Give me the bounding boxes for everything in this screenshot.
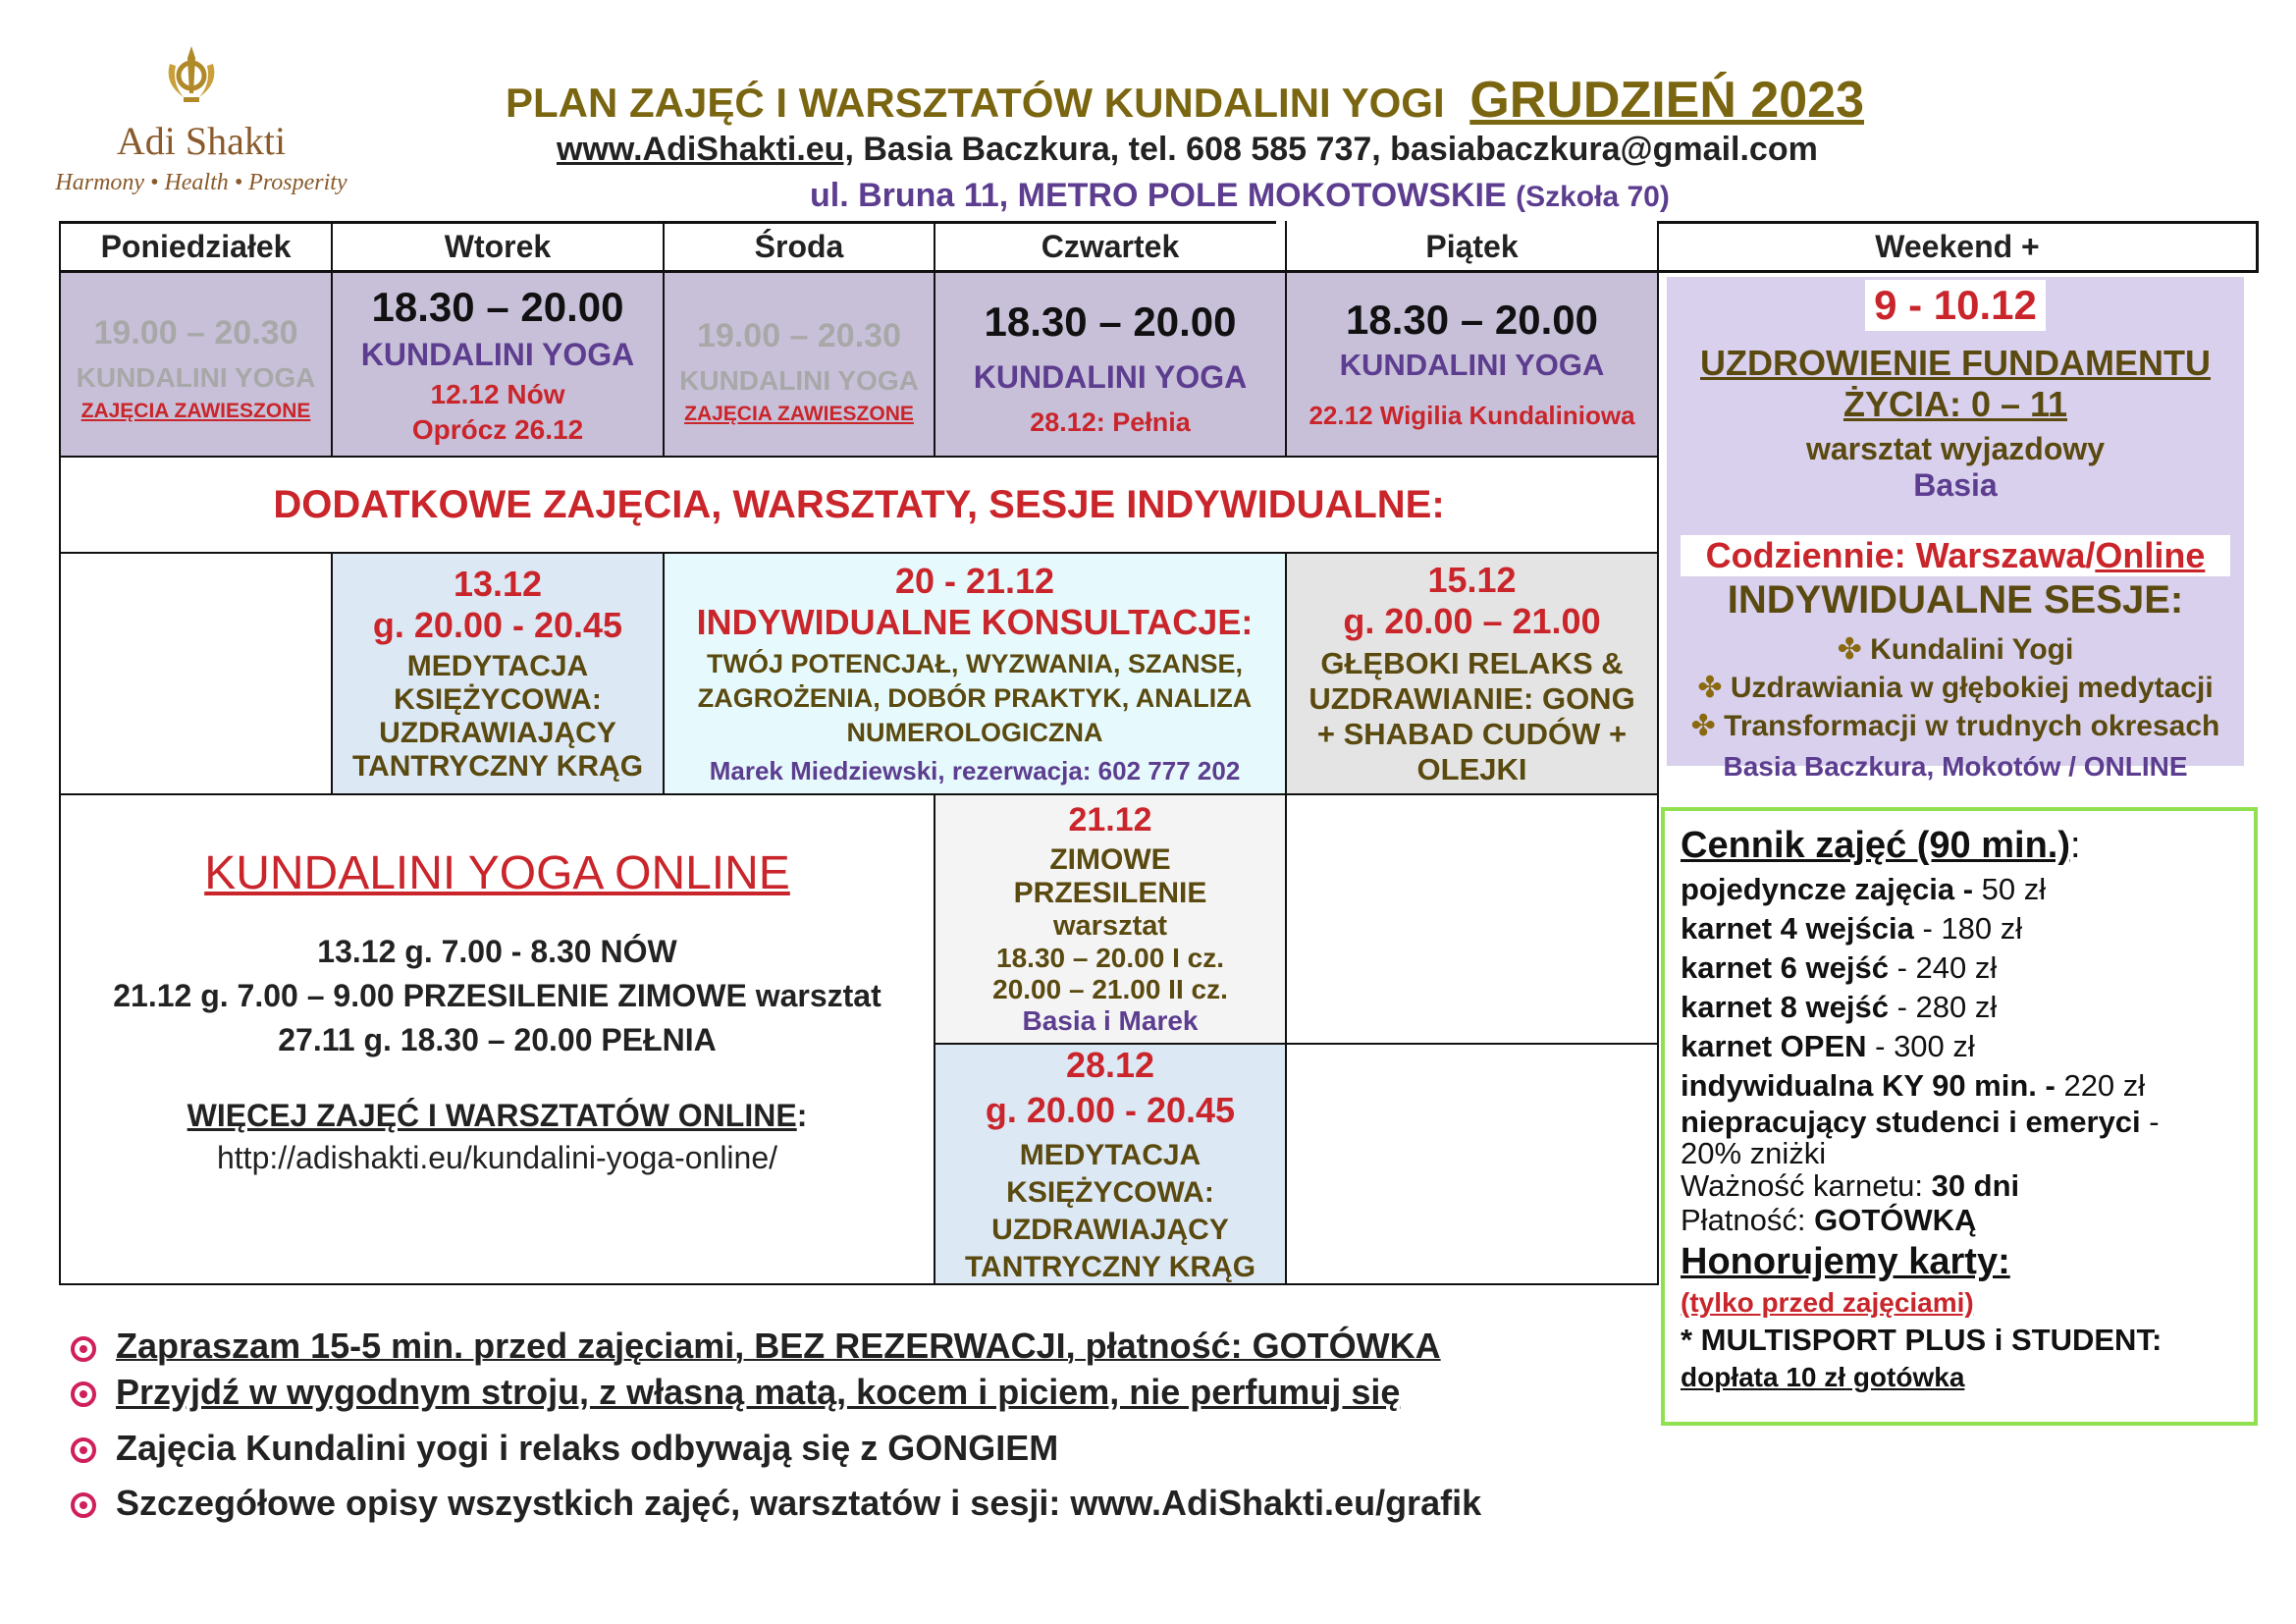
price-row: karnet 6 wejść - 240 zł xyxy=(1681,950,1998,985)
price-discount: niepracujący studenci i emeryci - xyxy=(1681,1105,2160,1139)
extra-fri-l2: UZDRAWIANIE: GONG xyxy=(1308,681,1635,716)
thu-time: 18.30 – 20.00 xyxy=(984,298,1237,345)
price-cards: Honorujemy karty: xyxy=(1681,1241,2010,1282)
grid-line xyxy=(1657,270,2258,273)
note-3: Zajęcia Kundalini yogi i relaks odbywają się z GONGIEM xyxy=(116,1428,1059,1468)
wed-time: 19.00 – 20.30 xyxy=(697,316,901,354)
header-address xyxy=(810,177,1670,215)
price-payment: Płatność: GOTÓWKĄ xyxy=(1681,1203,1977,1237)
fri-time: 18.30 – 20.00 xyxy=(1346,296,1598,343)
fri-class: KUNDALINI YOGA xyxy=(1339,347,1605,382)
extra-tue-date: 13.12 xyxy=(453,564,543,604)
note-2: Przyjdź w wygodnym stroju, z własną matą, kocem i piciem, nie perfumuj się xyxy=(116,1372,1401,1412)
tue-note2: Oprócz 26.12 xyxy=(411,413,584,445)
weekend-type: warsztat wyjazdowy xyxy=(1805,431,2106,466)
price-row: karnet 4 wejścia - 180 zł xyxy=(1681,911,2023,946)
extra-tue-l3: UZDRAWIAJĄCY xyxy=(379,717,616,749)
price-row: indywidualna KY 90 min. - 220 zł xyxy=(1681,1068,2146,1103)
weekend-date: 9 - 10.12 xyxy=(1865,280,2046,331)
khanda-icon xyxy=(162,44,221,105)
grid-line xyxy=(59,270,1659,273)
logo xyxy=(20,44,383,211)
online-url[interactable]: http://adishakti.eu/kundalini-yoga-online/ xyxy=(216,1140,778,1175)
weekend-person: Basia xyxy=(1913,467,1998,503)
address-text: ul. Bruna 11, METRO POLE MOKOTOWSKIE xyxy=(810,177,1507,214)
weekend-panel xyxy=(1667,280,2244,783)
extra-fri-date: 15.12 xyxy=(1427,560,1517,600)
cell-extra-tue xyxy=(333,554,663,793)
cell-moon2 xyxy=(935,1045,1285,1283)
solstice-l5: 20.00 – 21.00 II cz. xyxy=(992,974,1228,1004)
weekend-item-1: ✤ Kundalini Yogi xyxy=(1837,633,2074,666)
cell-fri-regular xyxy=(1287,285,1657,442)
moon2-l1: MEDYTACJA xyxy=(1019,1138,1201,1171)
solstice-l1: ZIMOWE xyxy=(1049,843,1171,876)
extra-fri-l3: + SHABAD CUDÓW + xyxy=(1316,717,1628,751)
online-more-text: WIĘCEJ ZAJĘĆ I WARSZTATÓW ONLINE xyxy=(187,1098,797,1133)
spiral-bullet-icon xyxy=(71,1336,96,1362)
day-header-tue: Wtorek xyxy=(444,229,552,264)
moon2-l4: TANTRYCZNY KRĄG xyxy=(964,1250,1256,1283)
moon2-l3: UZDRAWIAJĄCY xyxy=(991,1213,1229,1246)
extra-fri-l4: OLEJKI xyxy=(1416,752,1527,786)
grid-line xyxy=(59,793,1659,795)
day-header-thu: Czwartek xyxy=(1041,229,1180,264)
grid-line xyxy=(2256,221,2259,273)
spiral-bullet-icon xyxy=(71,1437,96,1463)
contact-text: Basia Baczkura, tel. 608 585 737, basiabaczkura@gmail.com xyxy=(863,131,1818,168)
solstice-l2: PRZESILENIE xyxy=(1013,877,1207,909)
page-title xyxy=(506,71,1864,130)
wed-note: ZAJĘCIA ZAWIESZONE xyxy=(684,402,914,425)
solstice-l3: warsztat xyxy=(1052,910,1168,942)
weekend-footer: Basia Baczkura, Mokotów / ONLINE xyxy=(1723,751,2188,782)
online-block xyxy=(61,846,934,1176)
clover-icon: ✤ xyxy=(1697,672,1731,704)
moon2-date: 28.12 xyxy=(1065,1044,1155,1085)
cell-thu-regular xyxy=(935,290,1285,447)
spiral-bullet-icon xyxy=(71,1492,96,1518)
website-link[interactable]: www.AdiShakti.eu, xyxy=(557,131,854,168)
cell-extra-wedthu xyxy=(665,554,1285,793)
extra-tue-l4: TANTRYCZNY KRĄG xyxy=(351,750,644,783)
day-header-wed: Środa xyxy=(754,229,844,264)
extra-tue-time: g. 20.00 - 20.45 xyxy=(372,605,623,645)
cell-wed-regular xyxy=(665,298,934,445)
mon-time: 19.00 – 20.30 xyxy=(93,313,298,352)
weekend-title-2: ŻYCIA: 0 – 11 xyxy=(1842,384,2068,424)
extra-wedthu-l3: NUMEROLOGICZNA xyxy=(846,718,1103,747)
cell-solstice xyxy=(935,795,1285,1043)
day-header-mon: Poniedziałek xyxy=(100,229,292,264)
thu-class: KUNDALINI YOGA xyxy=(973,359,1248,395)
fri-note: 22.12 Wigilia Kundaliniowa xyxy=(1308,400,1635,430)
header-contact xyxy=(557,131,1818,169)
brand-tagline: Harmony • Health • Prosperity xyxy=(55,170,347,195)
weekend-daily: Codziennie: Warszawa/Online xyxy=(1681,535,2230,576)
cell-tue-regular xyxy=(333,280,663,449)
price-title: Cennik zajęć (90 min.): xyxy=(1681,825,2081,866)
price-row: karnet 8 wejść - 280 zł xyxy=(1681,990,1998,1024)
spiral-bullet-icon xyxy=(71,1381,96,1407)
title-month: GRUDZIEŃ 2023 xyxy=(1469,72,1865,129)
price-content xyxy=(1681,821,2250,1394)
day-header-weekend: Weekend + xyxy=(1875,229,2040,264)
weekend-sessions: INDYWIDUALNE SESJE: xyxy=(1727,578,2184,622)
tue-time: 18.30 – 20.00 xyxy=(371,283,624,330)
online-line-3: 27.11 g. 18.30 – 20.00 PEŁNIA xyxy=(278,1022,717,1057)
extra-tue-l1: MEDYTACJA xyxy=(406,650,589,682)
extra-wedthu-date: 20 - 21.12 xyxy=(894,561,1055,601)
solstice-l6: Basia i Marek xyxy=(1022,1005,1199,1036)
solstice-l4: 18.30 – 20.00 I cz. xyxy=(996,943,1224,973)
online-more: WIĘCEJ ZAJĘĆ I WARSZTATÓW ONLINE: xyxy=(187,1098,808,1133)
price-doplata: dopłata 10 zł gotówka xyxy=(1681,1362,1965,1392)
weekend-title-1: UZDROWIENIE FUNDAMENTU xyxy=(1700,343,2211,383)
extra-header: DODATKOWE ZAJĘCIA, WARSZTATY, SESJE INDYWIDUALNE: xyxy=(273,482,1445,526)
extra-wedthu-title: INDYWIDUALNE KONSULTACJE: xyxy=(696,602,1254,642)
extra-wedthu-l1: TWÓJ POTENCJAŁ, WYZWANIA, SZANSE, xyxy=(706,649,1243,678)
weekend-item-3: ✤ Transformacji w trudnych okresach xyxy=(1690,710,2220,742)
price-row: karnet OPEN - 300 zł xyxy=(1681,1029,1975,1063)
price-cards-note: (tylko przed zajęciami) xyxy=(1681,1287,1974,1318)
online-line-2: 21.12 g. 7.00 – 9.00 PRZESILENIE ZIMOWE warsztat xyxy=(113,978,881,1013)
price-validity: Ważność karnetu: 30 dni xyxy=(1681,1168,2020,1203)
thu-note: 28.12: Pełnia xyxy=(1030,407,1191,437)
extra-fri-l1: GŁĘBOKI RELAKS & xyxy=(1320,646,1624,680)
tue-note1: 12.12 Nów xyxy=(430,378,565,409)
online-title: KUNDALINI YOGA ONLINE xyxy=(204,847,790,899)
tue-class: KUNDALINI YOGA xyxy=(360,336,635,372)
price-multisport: * MULTISPORT PLUS i STUDENT: xyxy=(1681,1323,2163,1357)
cell-mon-regular xyxy=(61,295,331,442)
price-row: pojedyncze zajęcia - 50 zł xyxy=(1681,872,2047,906)
moon2-l2: KSIĘŻYCOWA: xyxy=(1006,1175,1214,1209)
grid-line xyxy=(1657,221,1659,1285)
clover-icon: ✤ xyxy=(1837,633,1871,666)
weekend-item-2: ✤ Uzdrawiania w głębokiej medytacji xyxy=(1697,672,2214,704)
extra-fri-time: g. 20.00 – 21.00 xyxy=(1343,601,1601,641)
online-line-1: 13.12 g. 7.00 - 8.30 NÓW xyxy=(317,934,677,969)
address-note: (Szkoła 70) xyxy=(1516,181,1670,213)
moon2-time: g. 20.00 - 20.45 xyxy=(985,1089,1236,1130)
note-4: Szczegółowe opisy wszystkich zajęć, warsztatów i sesji: www.AdiShakti.eu/grafik xyxy=(116,1483,1482,1523)
extra-wedthu-l2: ZAGROŻENIA, DOBÓR PRAKTYK, ANALIZA xyxy=(697,683,1253,713)
wed-class: KUNDALINI YOGA xyxy=(679,364,919,396)
extra-wedthu-l4: Marek Miedziewski, rezerwacja: 602 777 202 xyxy=(709,756,1241,785)
title-text: PLAN ZAJĘĆ I WARSZTATÓW KUNDALINI YOGI xyxy=(506,80,1445,126)
mon-class: KUNDALINI YOGA xyxy=(76,361,316,393)
clover-icon: ✤ xyxy=(1690,710,1725,742)
brand-name: Adi Shakti xyxy=(116,119,287,163)
solstice-date: 21.12 xyxy=(1068,801,1152,839)
grid-line xyxy=(59,1283,1659,1285)
day-header-fri: Piątek xyxy=(1425,229,1519,264)
mon-note: ZAJĘCIA ZAWIESZONE xyxy=(80,399,311,422)
price-discount-2: 20% zniżki xyxy=(1681,1136,1827,1170)
cell-extra-fri xyxy=(1287,554,1657,793)
extra-tue-l2: KSIĘŻYCOWA: xyxy=(394,683,602,716)
note-1: Zapraszam 15-5 min. przed zajęciami, BEZ REZERWACJI, płatność: GOTÓWKA xyxy=(116,1326,1441,1366)
